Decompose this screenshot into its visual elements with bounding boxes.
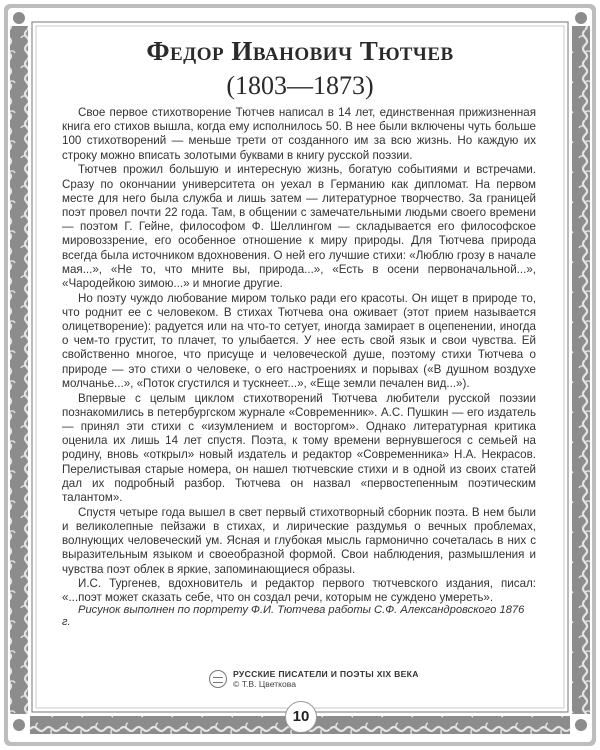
- life-dates: (1803—1873): [226, 71, 374, 100]
- page-number: 10: [285, 701, 317, 733]
- copyright: © Т.В. Цветкова: [233, 679, 297, 689]
- publisher-logo-icon: [209, 670, 227, 688]
- page-title: Федор Иванович Тютчев: [146, 36, 454, 66]
- title-block: [40, 34, 560, 102]
- article-body: [62, 106, 536, 606]
- paragraph-5: Спустя четыре года вышел в свет первый стихотворный сборник поэта. В нем были и великолепные пейзажи в стихах, и лирические раздумья о вечных проблемах, волнующих человеческий ум. Ясная и глубокая мысль гармонично сочеталась в них с выразительным языком и своеобразной формой. Свои наблюдения, размышления и чувства поэт облек в яркие, запоминающиеся образы.: [62, 505, 536, 576]
- paragraph-2: Тютчев прожил большую и интересную жизнь, богатую событиями и встречами. Сразу по окончании университета он уехал в Германию как дипломат. На первом месте для него была служба и лишь затем — литературное творчество. За границей поэт провел почти 22 года. Там, в общении с замечательными людьми своего времени — поэтом Г. Гейне, философом Ф. Шеллингом — складывается его философское мировоззрение, его особенное отношение к миру природы. Для Тютчева природа всегда была источником вдохновения. О ней его лучшие стихи: «Люблю грозу в начале мая...», «Не то, что мните вы, природа...», «Есть в осени первоначальной...», «Чародейкою зимою...» и многие другие.: [62, 163, 536, 290]
- paragraph-6: И.С. Тургенев, вдохновитель и редактор первого тютчевского издания, писал: «...поэт может сказать себе, что он создал речи, которым не суждено умереть».: [62, 577, 536, 605]
- paragraph-4: Впервые с целым циклом стихотворений Тютчева любители русской поэзии познакомились в петербургском журнале «Современник». А.С. Пушкин — его издатель — принял эти стихи с «изумлением и восторгом». Однако литературная критика оценила их лишь 14 лет спустя. Поэта, к тому времени вернувшегося с семьей на родину, вновь «открыл» новый издатель и редактор «Современника» Н.А. Некрасов. Перелистывая старые номера, он нашел тютчевские стихи и в одной из своих статей дал их подробный разбор. Тютчева он назвал «первостепенным поэтическим талантом».: [62, 391, 536, 504]
- paragraph-3: Но поэту чуждо любование миром только ради его красоты. Он ищет в природе то, что роднит ее с человеком. В стихах Тютчева она оживает (этот прием называется олицетворение): радуется или на что-то сетует, иногда замирает в оцепенении, иногда о чем-то грустит, то плачет, то улыбается. У нее есть свой язык и свои чувства. Ей свойственно многое, что присуще и человеческой душе, поэтому стихи Тютчева о природе — это стихи о человеке, о его настроениях и порывах («В душном воздухе молчанье...», «Поток сгустился и тускнеет...», «Еще земли печален вид...»).: [62, 291, 536, 390]
- footer: [209, 669, 419, 689]
- paragraph-1: Свое первое стихотворение Тютчев написал в 14 лет, единственная прижизненная книга его стихов вышла, когда ему исполнилось 50. В нее были включены чуть больше 100 стихотворений — меньше трети от созданного им за всю жизнь. Но каждую их строку можно вписать золотыми буквами в книгу русской поэзии.: [62, 106, 536, 162]
- illustration-caption: Рисунок выполнен по портрету Ф.И. Тютчева работы С.Ф. Александровского 1876 г.: [62, 604, 525, 628]
- series-title: РУССКИЕ ПИСАТЕЛИ И ПОЭТЫ XIX ВЕКА: [233, 669, 419, 679]
